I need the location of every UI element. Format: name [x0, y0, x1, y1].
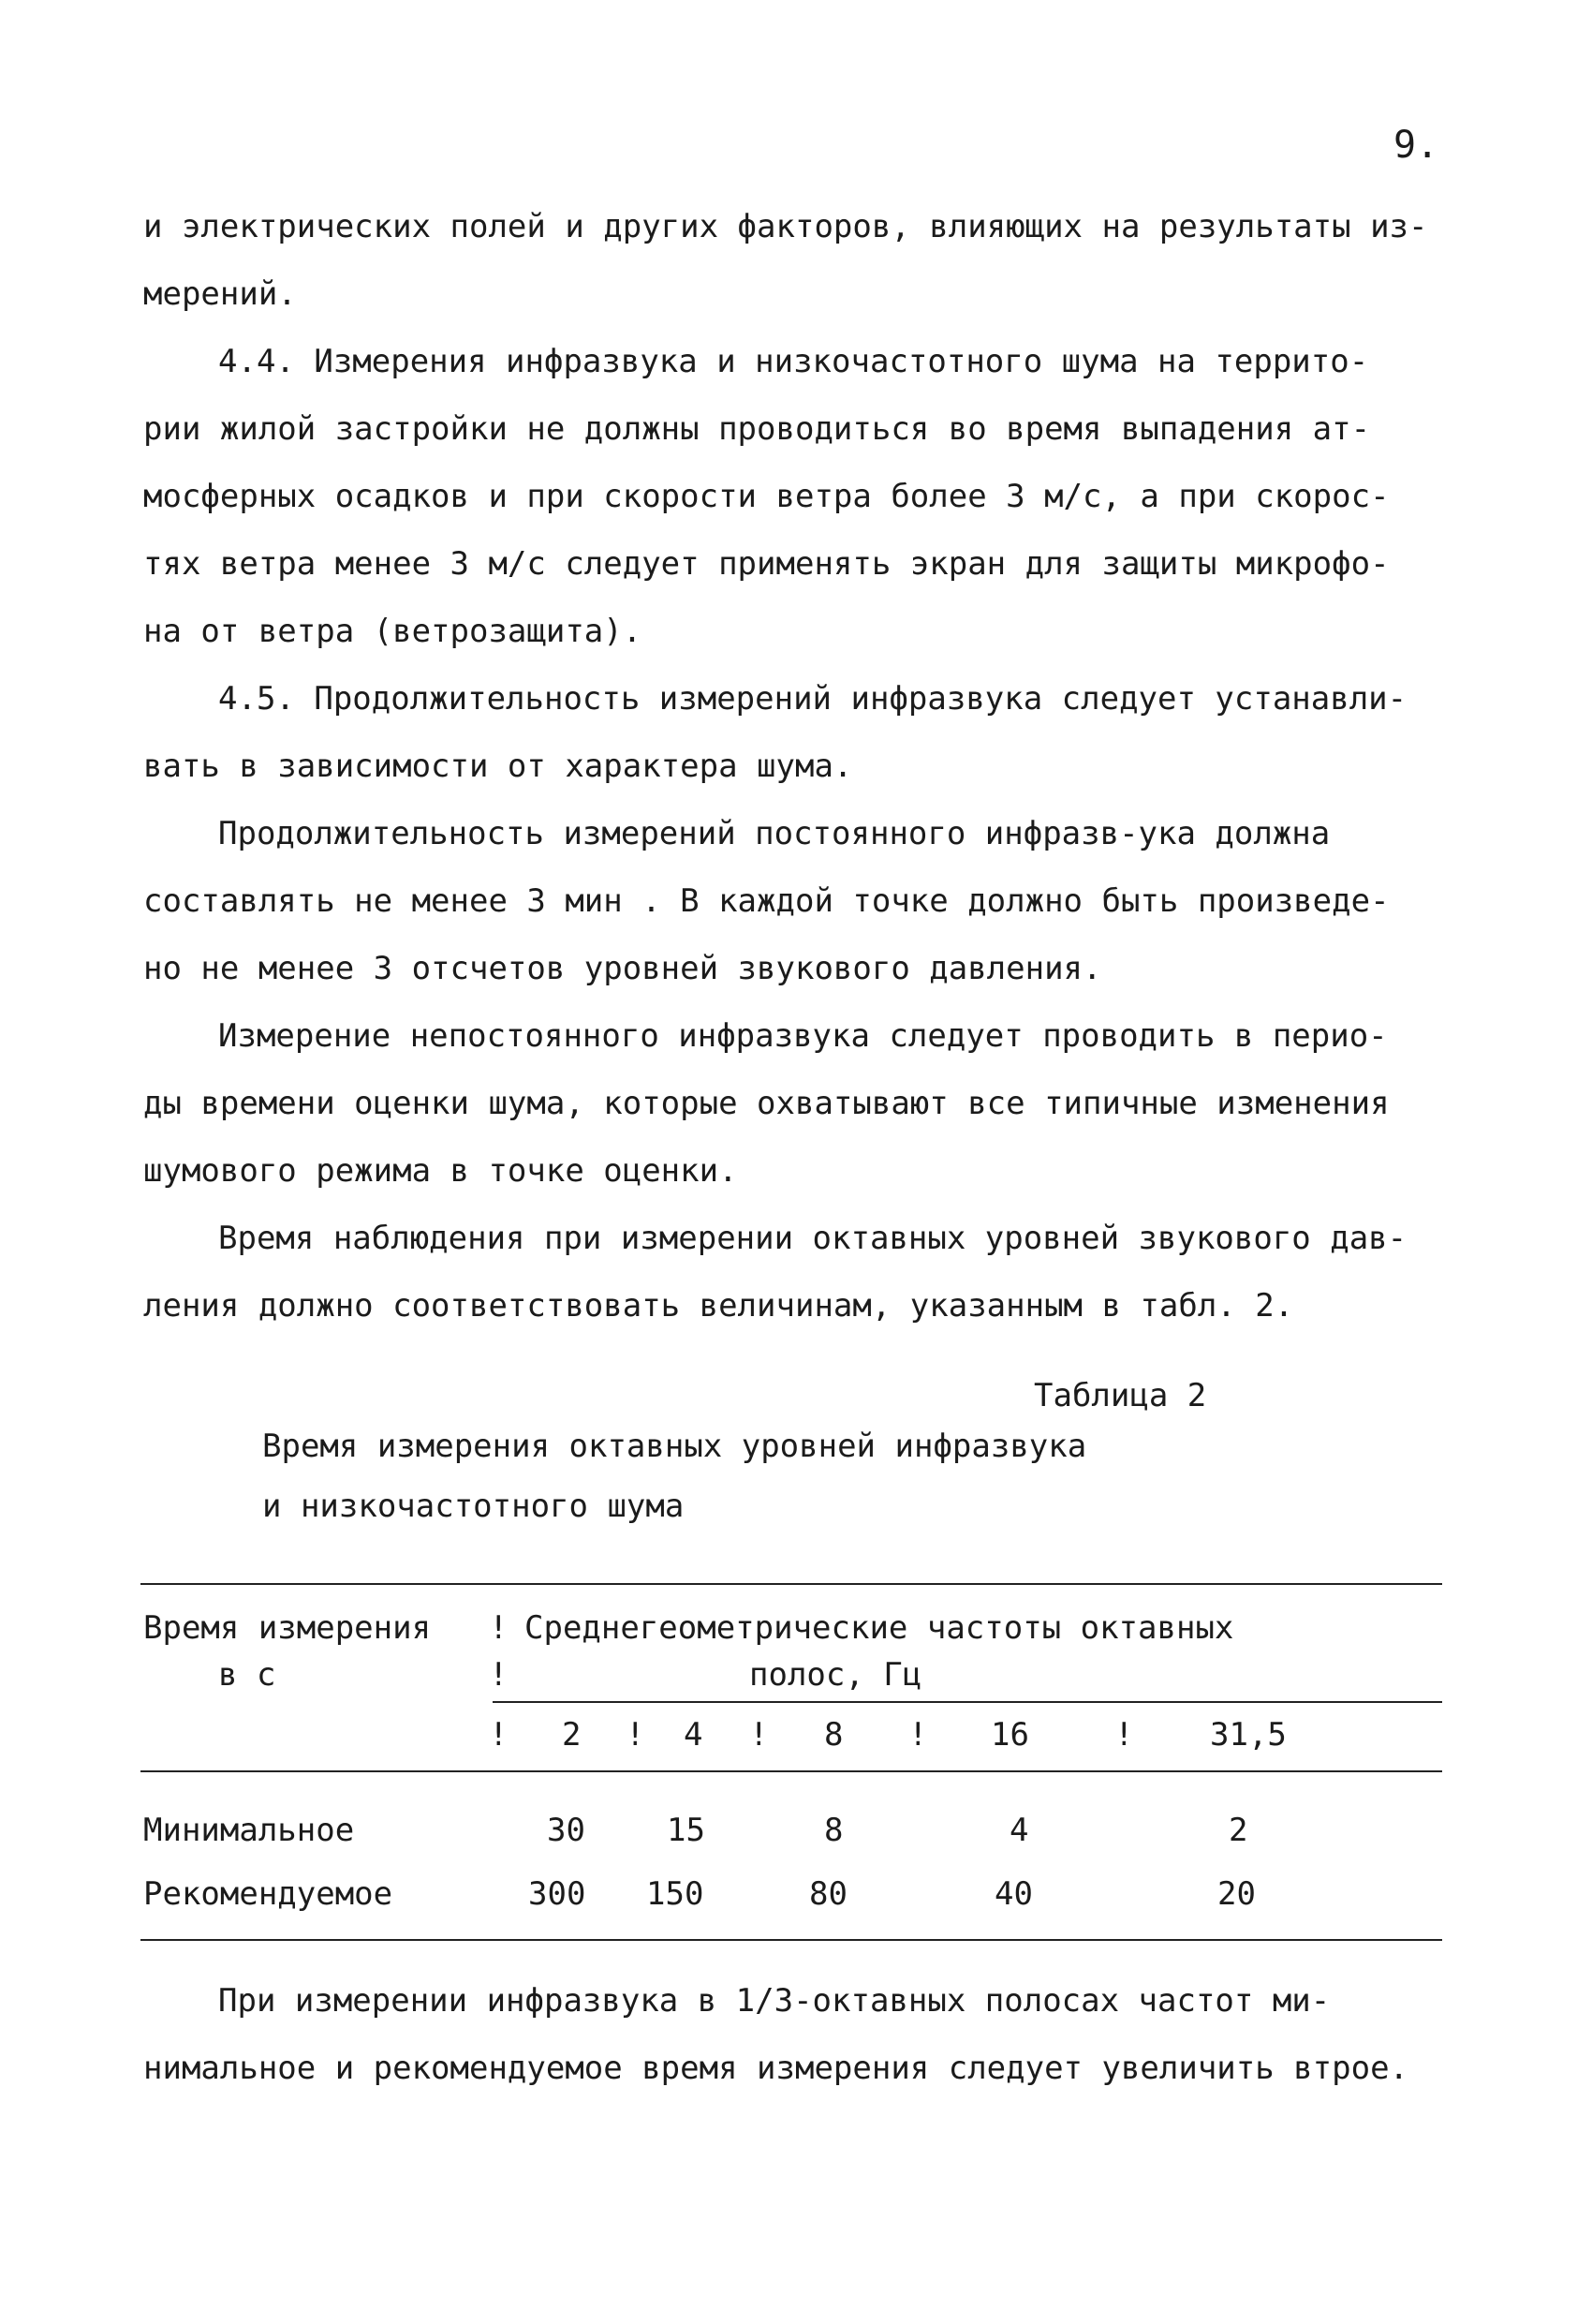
frequency-header: 8 — [824, 1716, 844, 1754]
column-separator: ! — [749, 1716, 769, 1754]
text-line: нимальное и рекомендуемое время измерения следует увеличить втрое. — [143, 2050, 1409, 2087]
table-top-rule — [140, 1583, 1442, 1585]
text-line: на от ветра (ветрозащита). — [143, 613, 642, 650]
column-separator: ! — [908, 1716, 928, 1754]
table-head-left: в с — [218, 1656, 276, 1694]
text-line: вать в зависимости от характера шума. — [143, 748, 853, 785]
text-line: ления должно соответствовать величинам, указанным в табл. 2. — [143, 1287, 1294, 1325]
text-line: мерений. — [143, 275, 297, 313]
text-line: 4.4. Измерения инфразвука и низкочастотного шума на террито- — [218, 343, 1369, 380]
text-line: составлять не менее 3 мин . В каждой точке должно быть произведе- — [143, 882, 1390, 920]
table-cell: 8 — [824, 1812, 844, 1849]
frequency-header: 2 — [562, 1716, 582, 1754]
table-cell: 300 — [528, 1875, 586, 1913]
column-separator: ! — [626, 1716, 645, 1754]
table-head-right: Среднегеометрические частоты октавных — [524, 1609, 1234, 1647]
frequency-header: 16 — [991, 1716, 1029, 1754]
table-cell: 150 — [646, 1875, 704, 1913]
text-line: При измерении инфразвука в 1/3-октавных полосах частот ми- — [218, 1982, 1331, 2020]
text-line: Измерение непостоянного инфразвука следует проводить в перио- — [218, 1017, 1388, 1055]
column-separator: ! — [489, 1656, 509, 1694]
frequency-header: 4 — [684, 1716, 703, 1754]
table-label: Таблица 2 — [1034, 1377, 1207, 1414]
text-line: Продолжительность измерений постоянного инфразв-ука должна — [218, 815, 1331, 852]
text-line: но не менее 3 отсчетов уровней звукового давления. — [143, 950, 1102, 987]
text-line: мосферных осадков и при скорости ветра более 3 м/с, а при скорос- — [143, 478, 1390, 515]
text-line: шумового режима в точке оценки. — [143, 1152, 738, 1190]
text-line: ды времени оценки шума, которые охватывают все типичные изменения — [143, 1085, 1390, 1122]
table-title: Время измерения октавных уровней инфразвука — [262, 1428, 1087, 1465]
table-cell: 40 — [995, 1875, 1033, 1913]
column-separator: ! — [489, 1609, 509, 1647]
frequency-header: 31,5 — [1210, 1716, 1287, 1754]
column-separator: ! — [489, 1716, 509, 1754]
table-cell: 80 — [809, 1875, 848, 1913]
table-title: и низкочастотного шума — [262, 1488, 685, 1525]
text-line: тях ветра менее 3 м/с следует применять экран для защиты микрофо- — [143, 545, 1390, 583]
table-subhead-rule — [493, 1701, 1442, 1703]
table-cell: 15 — [667, 1812, 705, 1849]
text-line: 4.5. Продолжительность измерений инфразвука следует устанавли- — [218, 680, 1408, 718]
table-cell: 2 — [1229, 1812, 1248, 1849]
column-separator: ! — [1114, 1716, 1134, 1754]
row-label: Рекомендуемое — [143, 1875, 393, 1913]
table-cell: 20 — [1217, 1875, 1256, 1913]
table-head-left: Время измерения — [143, 1609, 432, 1647]
text-line: Время наблюдения при измерении октавных уровней звукового дав- — [218, 1220, 1408, 1257]
table-head-right: полос, Гц — [749, 1656, 922, 1694]
row-label: Минимальное — [143, 1812, 355, 1849]
table-cell: 30 — [547, 1812, 585, 1849]
page-number: 9. — [1393, 124, 1439, 167]
text-line: и электрических полей и других факторов, влияющих на результаты из- — [143, 208, 1428, 245]
table-header-rule — [140, 1770, 1442, 1772]
text-line: рии жилой застройки не должны проводиться во время выпадения ат- — [143, 410, 1371, 448]
table-cell: 4 — [1010, 1812, 1029, 1849]
table-bottom-rule — [140, 1939, 1442, 1941]
